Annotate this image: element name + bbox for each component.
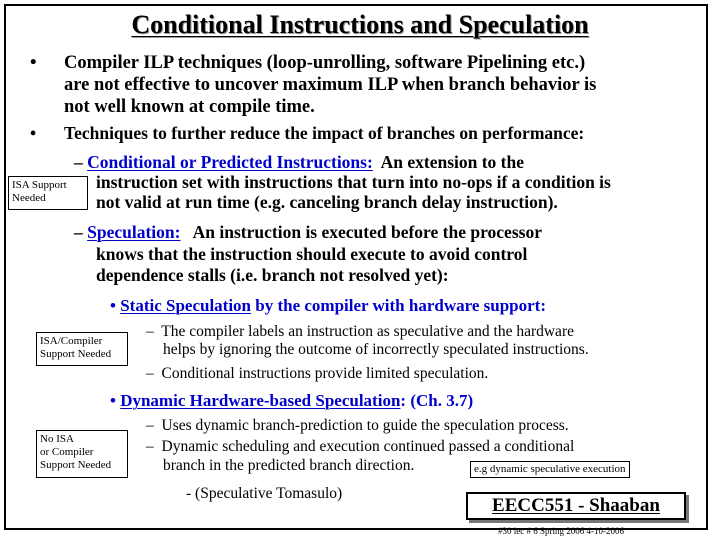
static-term: Static Speculation <box>120 296 252 315</box>
slide-footer: #30 lec # 6 Spring 2006 4-10-2006 <box>498 526 624 536</box>
speculation-line2: knows that the instruction should execute to avoid control <box>96 244 528 264</box>
bullet-compiler-ilp-line3: not well known at compile time. <box>64 97 315 117</box>
slide-title: Conditional Instructions and Speculation <box>131 10 589 39</box>
speculation-line3: dependence stalls (i.e. branch not resolved yet): <box>96 265 449 285</box>
static-sub2: – Conditional instructions provide limited speculation. <box>146 365 489 382</box>
note-isa-compiler: ISA/Compiler Support Needed <box>36 332 128 366</box>
course-label: EECC551 - Shaaban <box>466 492 686 520</box>
bullet-static-speculation: • Static Speculation by the compiler with hardware support: <box>110 296 547 315</box>
bullet-techniques: • Techniques to further reduce the impact of branches on performance: <box>30 123 585 143</box>
bullet-dot: • <box>30 123 37 143</box>
speculation-term: Speculation: <box>87 222 181 242</box>
conditional-term: Conditional or Predicted Instructions: <box>87 152 373 172</box>
dynamic-sub3: - (Speculative Tomasulo) <box>186 485 343 502</box>
dynamic-term: Dynamic Hardware-based Speculation <box>120 391 401 410</box>
bullet-dot: • <box>30 53 37 73</box>
conditional-line3: not valid at run time (e.g. canceling branch delay instruction). <box>96 192 558 212</box>
static-sub1-line2: helps by ignoring the outcome of incorrectly speculated instructions. <box>163 341 589 358</box>
bullet-compiler-ilp: • Compiler ILP techniques (loop-unrolling, software Pipelining etc.) <box>30 53 586 73</box>
bullet-compiler-ilp-line2: are not effective to uncover maximum ILP when branch behavior is <box>64 75 597 95</box>
bullet-dynamic-speculation: • Dynamic Hardware-based Speculation: (Ch. 3.7) <box>110 391 474 410</box>
dynamic-sub2: – Dynamic scheduling and execution continued passed a conditional <box>146 438 575 455</box>
dynamic-sub2-line2: branch in the predicted branch direction. <box>163 457 415 474</box>
note-eg-dynamic: e.g dynamic speculative execution <box>470 461 630 478</box>
note-isa-support: ISA Support Needed <box>8 176 88 210</box>
subbullet-speculation: – Speculation: An instruction is executed before the processor <box>74 222 542 242</box>
static-sub1: – The compiler labels an instruction as speculative and the hardware <box>146 323 574 340</box>
subbullet-conditional: – Conditional or Predicted Instructions: An extension to the <box>74 152 525 172</box>
dynamic-sub1: – Uses dynamic branch-prediction to guide the speculation process. <box>146 417 569 434</box>
note-no-isa: No ISA or Compiler Support Needed <box>36 430 128 478</box>
conditional-line2: instruction set with instructions that turn into no-ops if a condition is <box>96 172 611 192</box>
